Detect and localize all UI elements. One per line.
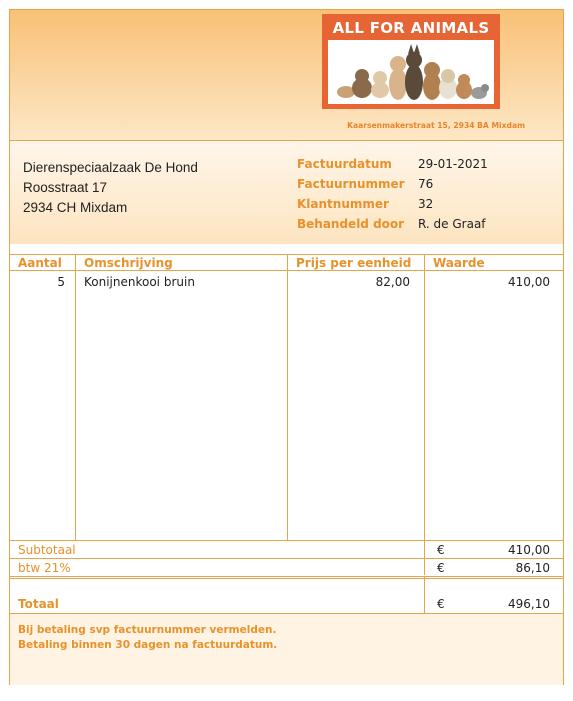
total-label: Totaal (18, 597, 59, 611)
total-value: 496,10 (508, 597, 550, 611)
vat-label: btw 21% (18, 561, 71, 575)
subtotal-value: 410,00 (508, 543, 550, 557)
column-divider (75, 254, 76, 541)
invoice-meta (297, 154, 488, 234)
payment-note-2: Betaling binnen 30 dagen na factuurdatum. (18, 639, 278, 651)
handled-by-value: R. de Graaf (418, 217, 486, 231)
column-divider (287, 254, 288, 541)
header-unit-price: Prijs per eenheid (296, 256, 412, 270)
row-unit-price: 82,00 (375, 275, 410, 289)
column-divider (424, 254, 425, 575)
header-description: Omschrijving (84, 256, 173, 270)
handled-by-label: Behandeld door (297, 217, 405, 231)
payment-note-1: Bij betaling svp factuurnummer vermelden. (18, 624, 277, 636)
customer-street: Roosstraat 17 (23, 180, 108, 195)
subtotal-label: Subtotaal (18, 543, 76, 557)
row-description: Konijnenkooi bruin (84, 275, 195, 289)
invoice-number-label: Factuurnummer (297, 177, 405, 191)
date-value: 29-01-2021 (418, 157, 488, 171)
pet-group-image (328, 40, 494, 104)
customer-number-value: 32 (418, 197, 434, 211)
invoice-info (10, 140, 563, 244)
customer-number-label: Klantnummer (297, 197, 389, 211)
customer-city: 2934 CH Mixdam (23, 200, 128, 215)
date-label: Factuurdatum (297, 157, 392, 171)
header-value: Waarde (433, 256, 485, 270)
logo-title: ALL FOR ANIMALS (332, 19, 490, 37)
invoice-header (10, 10, 563, 140)
subtotal-currency: € (437, 543, 445, 557)
payment-notes (10, 613, 563, 685)
row-quantity: 5 (57, 275, 65, 289)
invoice-number-value: 76 (418, 177, 434, 191)
company-logo (322, 14, 500, 109)
subtotal-row (10, 541, 563, 559)
line-items-table (10, 244, 563, 575)
vat-currency: € (437, 561, 445, 575)
divider (10, 578, 563, 579)
vat-value: 86,10 (515, 561, 550, 575)
customer-address (23, 158, 198, 218)
total-currency: € (437, 597, 445, 611)
total-row (10, 577, 563, 613)
header-quantity: Aantal (18, 256, 62, 270)
customer-name: Dierenspeciaalzaak De Hond (23, 160, 198, 175)
row-value: 410,00 (508, 275, 550, 289)
vat-row (10, 559, 563, 577)
invoice-sheet (9, 9, 564, 685)
column-divider (424, 577, 425, 613)
company-address: Kaarsenmakerstraat 15, 2934 BA Mixdam (347, 121, 525, 130)
